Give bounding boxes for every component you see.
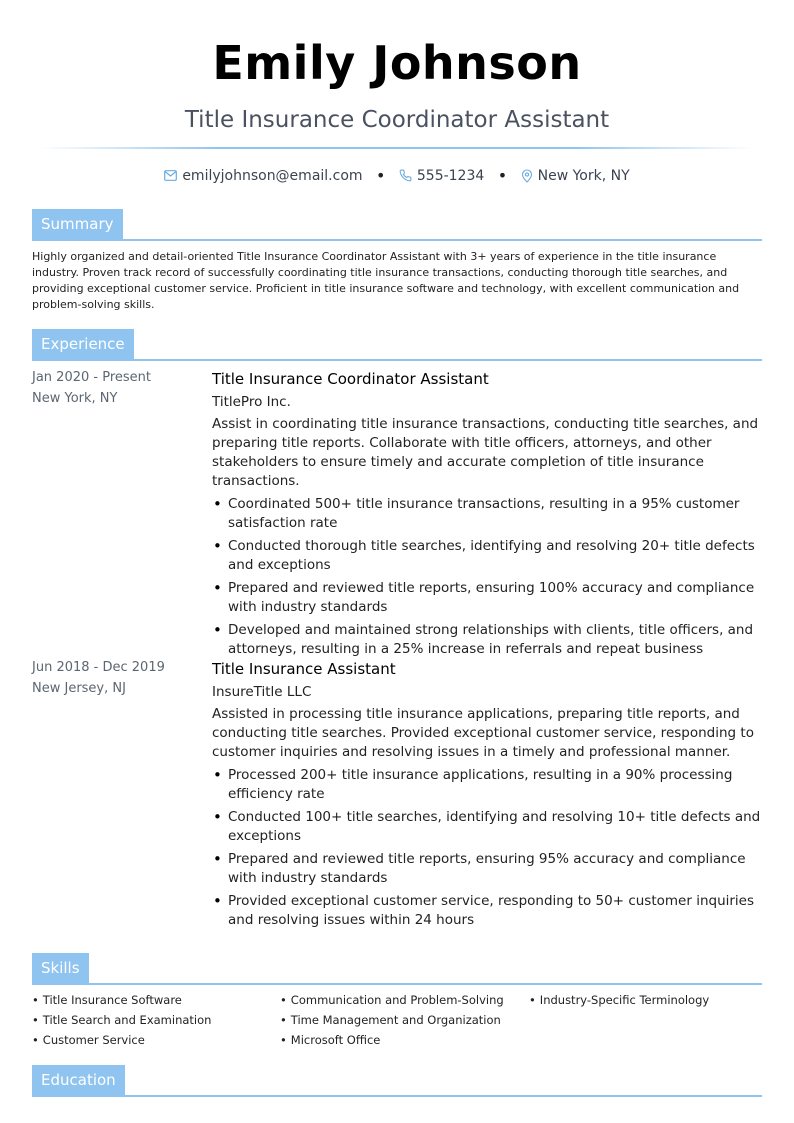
- section-rule: [32, 983, 762, 985]
- contact-bar: [0, 166, 794, 185]
- list-item: • Prepared and reviewed title reports, ensuring 100% accuracy and compliance with industry standards: [213, 579, 755, 615]
- location-text: New York, NY: [537, 167, 630, 184]
- job-description: Assist in coordinating title insurance transactions, conducting title searches, and preparing title reports. Collaborate with title officers, attorneys, and other stakeholders to ensure timely and accurate completion of title insurance transactions.: [212, 416, 759, 489]
- job-location: New York, NY: [32, 391, 118, 406]
- section-rule: [32, 359, 762, 361]
- skills-section-header: [32, 953, 762, 985]
- skill-item: • Time Management and Organization: [280, 1013, 501, 1027]
- job-title: Title Insurance Coordinator Assistant: [184, 107, 610, 133]
- skill-item: • Microsoft Office: [280, 1033, 381, 1047]
- bullet-icon: •: [213, 808, 222, 826]
- education-section-header: [32, 1065, 762, 1097]
- bullet-icon: •: [213, 537, 222, 555]
- summary-section-header: [32, 209, 762, 241]
- contact-location: [521, 168, 630, 184]
- job-description: Assisted in processing title insurance applications, preparing title reports, and conducting title searches. Provided exceptional customer service, responding to customer inquiries and resolving issues in a timely and professional manner.: [212, 706, 754, 760]
- separator-dot: •: [497, 166, 508, 185]
- job-dates: Jan 2020 - Present: [32, 370, 151, 385]
- section-title: Education: [32, 1065, 125, 1095]
- bullet-icon: •: [213, 892, 222, 910]
- list-item: • Coordinated 500+ title insurance transactions, resulting in a 95% customer satisfaction rate: [213, 495, 740, 531]
- skill-item: • Industry-Specific Terminology: [529, 993, 710, 1007]
- job-location: New Jersey, NJ: [32, 681, 126, 696]
- bullet-icon: •: [213, 766, 222, 784]
- mail-icon: [164, 170, 177, 181]
- section-rule: [32, 1095, 762, 1097]
- list-item: • Prepared and reviewed title reports, ensuring 95% accuracy and compliance with industry standards: [213, 850, 746, 886]
- skills-column: [32, 993, 272, 1053]
- summary-text: Highly organized and detail-oriented Title Insurance Coordinator Assistant with 3+ years of experience in the title insurance industry. Proven track record of successfully coordinating title insurance transactions, conducting thorough title searches, and providing exceptional customer service. Proficient in title insurance software and technology, with excellent communication and problem-solving skills.: [32, 250, 740, 311]
- bullet-icon: •: [213, 621, 222, 639]
- section-title: Skills: [32, 953, 89, 983]
- bullet-icon: •: [213, 579, 222, 597]
- list-item: • Provided exceptional customer service, responding to 50+ customer inquiries and resolving issues within 24 hours: [213, 892, 755, 928]
- job-achievements: [212, 495, 762, 659]
- phone-text: 555-1234: [416, 167, 485, 184]
- list-item: • Processed 200+ title insurance applications, resulting in a 90% processing efficiency rate: [213, 766, 733, 802]
- candidate-name: Emily Johnson: [212, 36, 582, 90]
- contact-email[interactable]: [164, 168, 362, 184]
- skill-item: • Communication and Problem-Solving: [280, 993, 504, 1007]
- list-item: • Conducted 100+ title searches, identifying and resolving 10+ title defects and exceptions: [213, 808, 761, 844]
- header-divider: [40, 147, 754, 149]
- job-role: Title Insurance Assistant: [212, 660, 396, 678]
- map-pin-icon: [521, 169, 533, 183]
- job-company: TitlePro Inc.: [212, 394, 291, 410]
- contact-phone[interactable]: [399, 168, 484, 184]
- skills-column: [280, 993, 520, 1053]
- list-item: • Conducted thorough title searches, identifying and resolving 20+ title defects and exceptions: [213, 537, 755, 573]
- phone-icon: [399, 169, 412, 182]
- section-rule: [32, 239, 762, 241]
- skill-item: • Title Search and Examination: [32, 1013, 212, 1027]
- job-dates: Jun 2018 - Dec 2019: [32, 660, 165, 675]
- list-item: • Developed and maintained strong relationships with clients, title officers, and attorneys, resulting in a 25% increase in referrals and repeat business: [213, 621, 754, 657]
- email-text: emilyjohnson@email.com: [182, 167, 363, 184]
- job-role: Title Insurance Coordinator Assistant: [212, 370, 489, 388]
- section-title: Experience: [32, 329, 134, 359]
- skill-item: • Title Insurance Software: [32, 993, 182, 1007]
- bullet-icon: •: [213, 495, 222, 513]
- experience-section-header: [32, 329, 762, 361]
- job-achievements: [212, 766, 762, 930]
- section-title: Summary: [32, 209, 123, 239]
- skills-column: [529, 993, 769, 1013]
- skill-item: • Customer Service: [32, 1033, 145, 1047]
- job-company: InsureTitle LLC: [212, 684, 312, 700]
- separator-dot: •: [375, 166, 386, 185]
- bullet-icon: •: [213, 850, 222, 868]
